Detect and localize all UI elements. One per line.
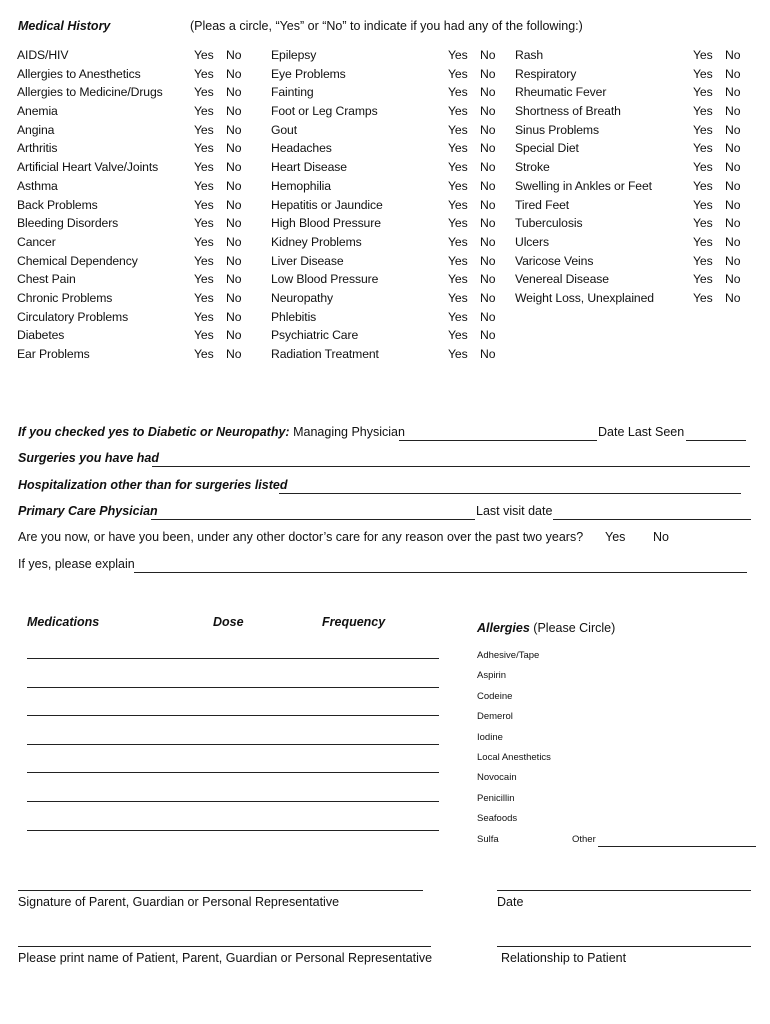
condition-row (515, 46, 760, 65)
condition-row (515, 289, 760, 308)
last-visit-label: Last visit date (476, 504, 553, 518)
no-option[interactable]: No (725, 141, 741, 156)
condition-row (17, 65, 257, 84)
no-option[interactable]: No (226, 122, 242, 137)
no-option[interactable]: No (725, 197, 741, 212)
yes-option[interactable]: Yes (448, 178, 468, 193)
date-last-seen-label: Date Last Seen (598, 425, 685, 439)
yes-option[interactable]: Yes (194, 272, 214, 287)
yes-option[interactable]: Yes (693, 234, 713, 249)
condition-label: Fainting (271, 85, 314, 100)
condition-label: Back Problems (17, 197, 98, 212)
no-option[interactable]: No (226, 85, 242, 100)
no-option[interactable]: No (480, 141, 496, 156)
condition-label: Diabetes (17, 328, 65, 343)
condition-label: Ear Problems (17, 347, 90, 361)
condition-label: Epilepsy (271, 48, 317, 62)
yes-option[interactable]: Yes (448, 216, 468, 231)
allergy-item[interactable]: Codeine (477, 690, 513, 702)
print-name-field[interactable] (18, 946, 431, 947)
pcp-field[interactable] (151, 519, 475, 520)
condition-label: Heart Disease (271, 160, 347, 175)
condition-label: Chemical Dependency (17, 253, 138, 268)
condition-label: Foot or Leg Cramps (271, 104, 378, 119)
condition-label: Circulatory Problems (17, 309, 129, 324)
yes-option[interactable]: Yes (693, 85, 713, 100)
condition-row (515, 102, 760, 121)
condition-label: Rash (515, 48, 544, 62)
diabetic-label: If you checked yes to Diabetic or Neuropathy: (18, 425, 290, 439)
medication-entry-line[interactable] (27, 830, 439, 831)
other-doctor-yes[interactable]: Yes (605, 530, 626, 544)
yes-option[interactable]: Yes (194, 85, 214, 100)
no-option[interactable]: No (725, 66, 741, 81)
condition-label: Asthma (17, 178, 58, 193)
managing-physician-field[interactable] (399, 440, 597, 441)
explain-field[interactable] (134, 572, 747, 573)
condition-label: Low Blood Pressure (271, 272, 379, 287)
condition-row (515, 214, 760, 233)
condition-row (17, 177, 257, 196)
condition-label: Tuberculosis (515, 216, 583, 231)
yes-option[interactable]: Yes (448, 66, 468, 81)
signature-field[interactable] (18, 890, 423, 891)
yes-option[interactable]: Yes (194, 347, 214, 361)
yes-option[interactable]: Yes (194, 328, 214, 343)
no-option[interactable]: No (480, 347, 496, 361)
condition-label: Tired Feet (515, 197, 570, 212)
no-option[interactable]: No (480, 216, 496, 231)
condition-row (515, 177, 760, 196)
surgeries-label: Surgeries you have had (18, 451, 160, 465)
condition-label: Ulcers (515, 234, 549, 249)
medications-header: Medications (27, 615, 100, 629)
yes-option[interactable]: Yes (448, 85, 468, 100)
condition-row (17, 308, 257, 327)
allergy-item[interactable]: Penicillin (477, 792, 515, 804)
condition-label: Psychiatric Care (271, 328, 359, 343)
condition-label: Special Diet (515, 141, 579, 156)
yes-option[interactable]: Yes (693, 197, 713, 212)
no-option[interactable]: No (480, 104, 496, 119)
no-option[interactable]: No (226, 234, 242, 249)
condition-row (271, 46, 506, 65)
condition-row (17, 121, 257, 140)
allergies-heading (477, 621, 615, 635)
no-option[interactable]: No (725, 178, 741, 193)
condition-row (271, 102, 506, 121)
no-option[interactable]: No (480, 160, 496, 175)
no-option[interactable]: No (725, 234, 741, 249)
condition-row (17, 46, 257, 65)
no-option[interactable]: No (480, 234, 496, 249)
yes-option[interactable]: Yes (194, 104, 214, 119)
condition-row (17, 102, 257, 121)
no-option[interactable]: No (226, 178, 242, 193)
no-option[interactable]: No (226, 272, 242, 287)
allergy-item[interactable]: Adhesive/Tape (477, 650, 540, 661)
condition-row (271, 65, 506, 84)
no-option[interactable]: No (480, 85, 496, 100)
condition-label: Artificial Heart Valve/Joints (17, 160, 159, 175)
yes-option[interactable]: Yes (194, 290, 214, 305)
no-option[interactable]: No (480, 328, 496, 343)
condition-label: Anemia (17, 104, 58, 119)
allergy-item[interactable]: Demerol (477, 711, 513, 723)
yes-option[interactable]: Yes (194, 216, 214, 231)
surgeries-field[interactable] (152, 466, 750, 467)
medication-entry-line[interactable] (27, 658, 439, 659)
yes-option[interactable]: Yes (693, 48, 713, 62)
condition-row (271, 326, 506, 345)
condition-row (271, 345, 506, 364)
yes-option[interactable]: Yes (693, 272, 713, 287)
no-option[interactable]: No (725, 122, 741, 137)
condition-row (271, 308, 506, 327)
no-option[interactable]: No (480, 122, 496, 137)
yes-option[interactable]: Yes (693, 122, 713, 137)
medication-entry-line[interactable] (27, 772, 439, 773)
yes-option[interactable]: Yes (194, 141, 214, 156)
yes-option[interactable]: Yes (194, 234, 214, 249)
hospitalization-field[interactable] (279, 493, 741, 494)
date-label: Date (497, 895, 524, 909)
yes-option[interactable]: Yes (194, 122, 214, 137)
no-option[interactable]: No (480, 309, 496, 324)
no-option[interactable]: No (480, 272, 496, 287)
condition-row (271, 252, 506, 271)
yes-option[interactable]: Yes (194, 48, 214, 62)
condition-row (515, 65, 760, 84)
condition-label: Radiation Treatment (271, 347, 379, 361)
no-option[interactable]: No (226, 216, 242, 231)
condition-row (17, 158, 257, 177)
condition-label: Weight Loss, Unexplained (515, 290, 654, 305)
no-option[interactable]: No (226, 328, 242, 343)
allergies-title: Allergies (477, 621, 530, 635)
condition-label: Cancer (17, 234, 56, 249)
condition-label: Headaches (271, 141, 332, 156)
condition-row (17, 233, 257, 252)
allergies-subtitle: (Please Circle) (533, 621, 616, 635)
yes-option[interactable]: Yes (448, 48, 468, 62)
condition-label: Respiratory (515, 66, 577, 81)
no-option[interactable]: No (226, 347, 242, 361)
condition-label: Liver Disease (271, 253, 344, 268)
condition-label: Rheumatic Fever (515, 85, 607, 100)
conditions-column-3 (515, 46, 760, 308)
no-option[interactable]: No (226, 253, 242, 268)
condition-row (271, 121, 506, 140)
condition-row (17, 345, 257, 364)
yes-option[interactable]: Yes (693, 104, 713, 119)
yes-option[interactable]: Yes (448, 290, 468, 305)
hospitalization-label: Hospitalization other than for surgeries listed (18, 478, 288, 492)
medication-entry-line[interactable] (27, 715, 439, 716)
condition-label: Allergies to Medicine/Drugs (17, 85, 163, 100)
date-last-seen-field[interactable] (686, 440, 746, 441)
condition-row (271, 177, 506, 196)
relationship-field[interactable] (497, 946, 751, 947)
no-option[interactable]: No (226, 197, 242, 212)
no-option[interactable]: No (725, 85, 741, 100)
no-option[interactable]: No (226, 66, 242, 81)
other-doctor-no[interactable]: No (653, 530, 669, 544)
other-doctor-question: Are you now, or have you been, under any other doctor’s care for any reason over the past two years? (18, 530, 584, 544)
frequency-header: Frequency (322, 615, 386, 629)
condition-row (17, 270, 257, 289)
yes-option[interactable]: Yes (448, 141, 468, 156)
yes-option[interactable]: Yes (448, 160, 468, 175)
no-option[interactable]: No (725, 104, 741, 119)
condition-row (271, 214, 506, 233)
condition-row (17, 196, 257, 215)
allergy-other-label: Other (572, 834, 596, 845)
condition-row (17, 83, 257, 102)
dose-header: Dose (213, 615, 244, 629)
yes-option[interactable]: Yes (693, 66, 713, 81)
allergy-other-field[interactable] (598, 846, 756, 847)
condition-label: Allergies to Anesthetics (17, 66, 141, 81)
no-option[interactable]: No (226, 160, 242, 175)
yes-option[interactable]: Yes (194, 197, 214, 212)
condition-row (271, 233, 506, 252)
condition-label: Sinus Problems (515, 122, 599, 137)
yes-option[interactable]: Yes (448, 197, 468, 212)
condition-label: Chronic Problems (17, 290, 113, 305)
yes-option[interactable]: Yes (448, 253, 468, 268)
condition-label: Angina (17, 122, 55, 137)
no-option[interactable]: No (725, 216, 741, 231)
yes-option[interactable]: Yes (448, 347, 468, 361)
yes-option[interactable]: Yes (194, 66, 214, 81)
managing-physician-label: Managing Physician (293, 425, 405, 439)
condition-row (271, 139, 506, 158)
no-option[interactable]: No (725, 253, 741, 268)
yes-option[interactable]: Yes (448, 122, 468, 137)
pcp-label: Primary Care Physician (18, 504, 158, 518)
condition-label: Neuropathy (271, 290, 334, 305)
condition-row (271, 196, 506, 215)
allergy-item[interactable]: Novocain (477, 772, 517, 784)
condition-row (515, 233, 760, 252)
medication-entry-line[interactable] (27, 801, 439, 802)
yes-option[interactable]: Yes (693, 253, 713, 268)
condition-label: Arthritis (17, 141, 58, 156)
condition-label: Hemophilia (271, 178, 331, 193)
no-option[interactable]: No (480, 66, 496, 81)
allergy-item[interactable]: Local Anesthetics (477, 752, 551, 763)
allergy-item[interactable]: Aspirin (477, 670, 507, 682)
condition-label: High Blood Pressure (271, 216, 381, 231)
no-option[interactable]: No (725, 272, 741, 287)
yes-option[interactable]: Yes (693, 141, 713, 156)
condition-label: Eye Problems (271, 66, 346, 81)
condition-label: Kidney Problems (271, 234, 362, 249)
no-option[interactable]: No (480, 197, 496, 212)
yes-option[interactable]: Yes (448, 234, 468, 249)
yes-option[interactable]: Yes (194, 160, 214, 175)
yes-option[interactable]: Yes (693, 216, 713, 231)
explain-label: If yes, please explain (18, 557, 135, 571)
condition-row (17, 326, 257, 345)
diabetic-question (18, 425, 405, 439)
allergy-item[interactable]: Seafoods (477, 813, 518, 825)
condition-label: Phlebitis (271, 309, 317, 324)
condition-row (515, 252, 760, 271)
allergy-item[interactable]: Iodine (477, 731, 503, 743)
yes-option[interactable]: Yes (194, 178, 214, 193)
no-option[interactable]: No (725, 290, 741, 305)
condition-label: AIDS/HIV (17, 48, 69, 62)
instructions: (Pleas a circle, “Yes” or “No” to indicate if you had any of the following:) (190, 19, 583, 33)
condition-label: Venereal Disease (515, 272, 609, 287)
date-field[interactable] (497, 890, 751, 891)
condition-label: Swelling in Ankles or Feet (515, 178, 652, 193)
no-option[interactable]: No (725, 48, 741, 62)
no-option[interactable]: No (226, 309, 242, 324)
condition-label: Chest Pain (17, 272, 76, 287)
no-option[interactable]: No (226, 48, 242, 62)
conditions-column-2 (271, 46, 506, 364)
condition-label: Shortness of Breath (515, 104, 621, 119)
condition-label: Hepatitis or Jaundice (271, 197, 383, 212)
yes-option[interactable]: Yes (693, 160, 713, 175)
condition-row (271, 83, 506, 102)
yes-option[interactable]: Yes (448, 104, 468, 119)
condition-row (17, 252, 257, 271)
yes-option[interactable]: Yes (693, 290, 713, 305)
yes-option[interactable]: Yes (693, 178, 713, 193)
page-title: Medical History (18, 19, 111, 33)
medication-entry-line[interactable] (27, 744, 439, 745)
condition-label: Bleeding Disorders (17, 216, 119, 231)
condition-row (271, 270, 506, 289)
yes-option[interactable]: Yes (448, 272, 468, 287)
condition-row (515, 139, 760, 158)
yes-option[interactable]: Yes (448, 328, 468, 343)
condition-row (17, 289, 257, 308)
yes-option[interactable]: Yes (194, 309, 214, 324)
signature-label: Signature of Parent, Guardian or Personal Representative (18, 895, 340, 909)
last-visit-field[interactable] (553, 519, 751, 520)
condition-row (17, 214, 257, 233)
medication-entry-line[interactable] (27, 687, 439, 688)
condition-row (271, 289, 506, 308)
no-option[interactable]: No (725, 160, 741, 175)
no-option[interactable]: No (226, 290, 242, 305)
condition-row (515, 158, 760, 177)
print-name-label: Please print name of Patient, Parent, Guardian or Personal Representative (18, 951, 433, 965)
condition-row (515, 270, 760, 289)
allergy-item[interactable]: Sulfa (477, 833, 499, 845)
condition-row (515, 196, 760, 215)
no-option[interactable]: No (480, 253, 496, 268)
relationship-label: Relationship to Patient (501, 951, 627, 965)
no-option[interactable]: No (480, 48, 496, 62)
conditions-column-1 (17, 46, 257, 364)
no-option[interactable]: No (480, 178, 496, 193)
condition-row (271, 158, 506, 177)
no-option[interactable]: No (480, 290, 496, 305)
condition-label: Varicose Veins (515, 253, 594, 268)
no-option[interactable]: No (226, 104, 242, 119)
condition-row (515, 83, 760, 102)
condition-label: Stroke (515, 160, 550, 175)
condition-label: Gout (271, 122, 298, 137)
no-option[interactable]: No (226, 141, 242, 156)
yes-option[interactable]: Yes (194, 253, 214, 268)
condition-row (515, 121, 760, 140)
condition-row (17, 139, 257, 158)
yes-option[interactable]: Yes (448, 309, 468, 324)
